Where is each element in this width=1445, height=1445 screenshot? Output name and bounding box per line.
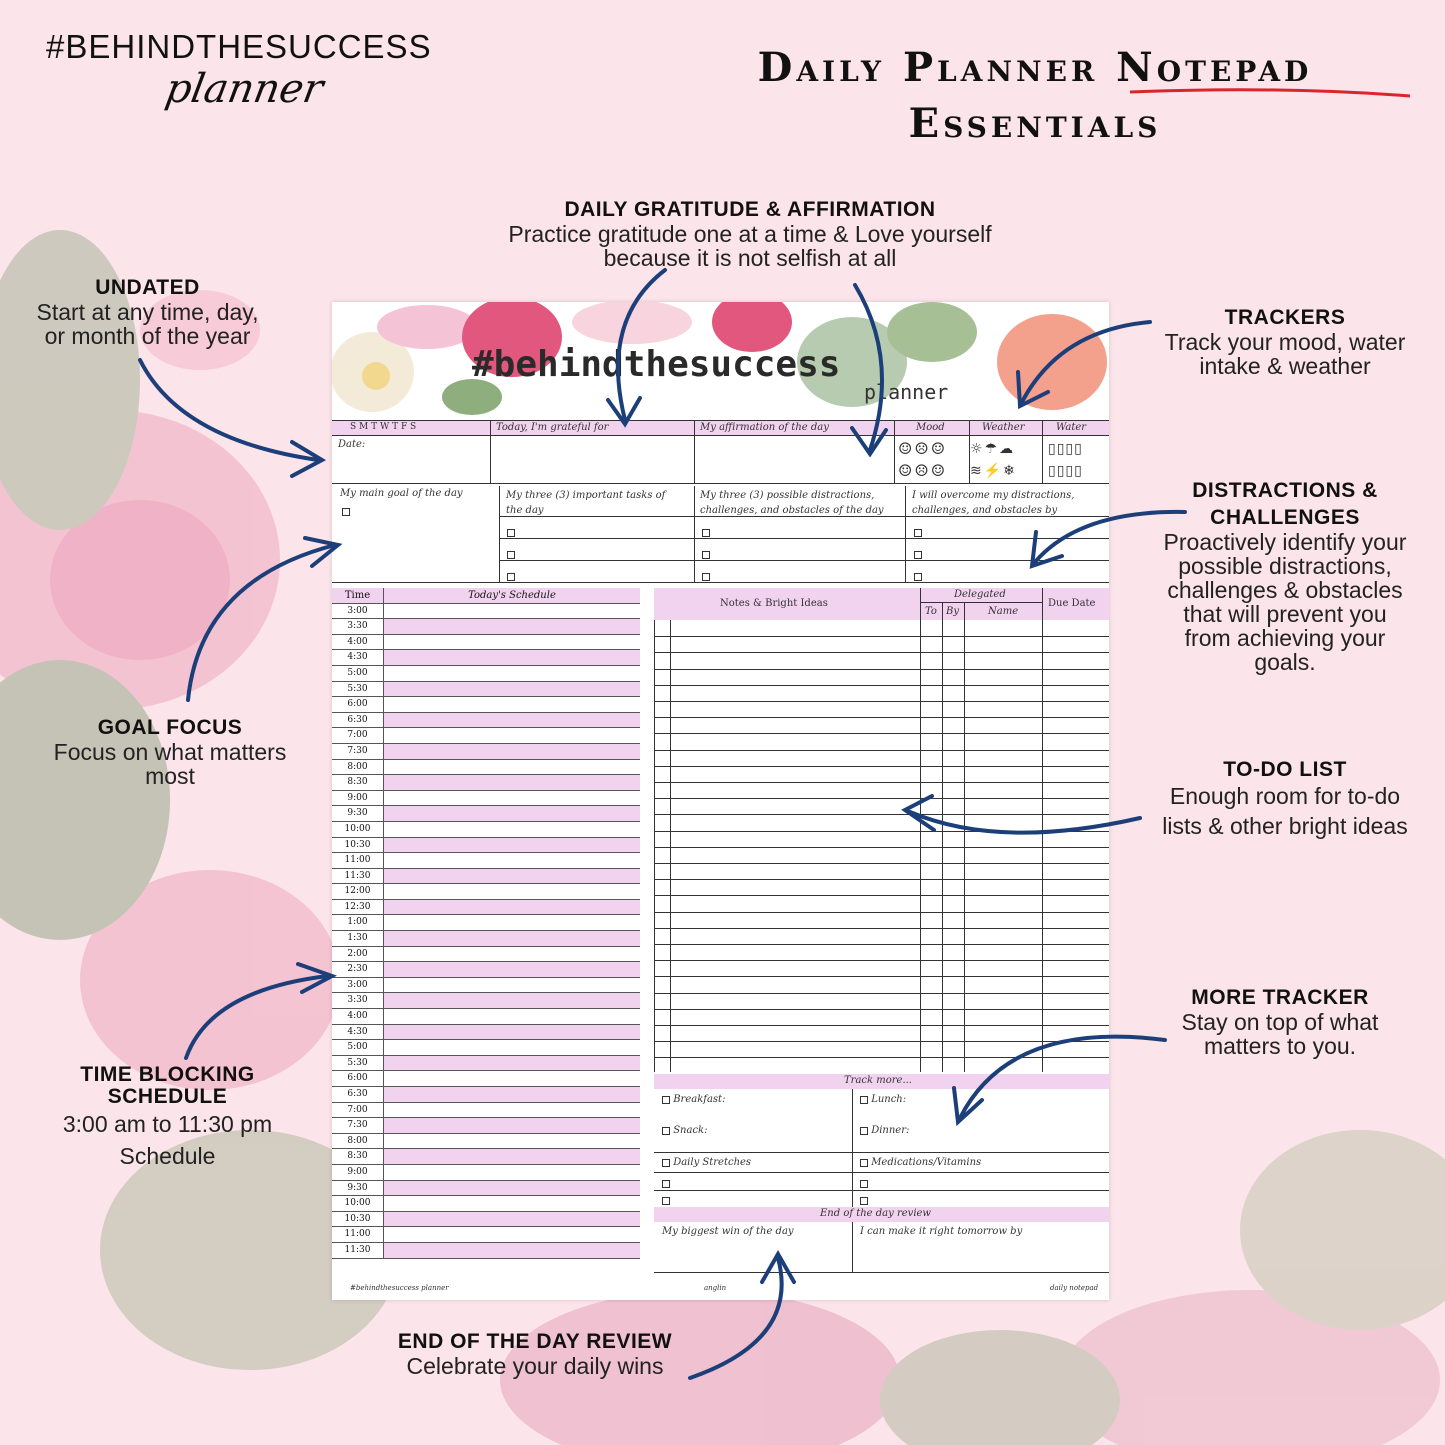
schedule-slot[interactable] <box>384 1087 640 1102</box>
schedule-slot[interactable] <box>384 822 640 837</box>
schedule-row[interactable] <box>332 775 640 791</box>
callout-text: Proactively identify your <box>1163 529 1407 555</box>
schedule-time: 11:30 <box>332 869 384 884</box>
schedule-time: 3:30 <box>332 993 384 1008</box>
notes-line <box>655 944 1109 945</box>
schedule-time: 1:30 <box>332 931 384 946</box>
goal-checkbox[interactable] <box>342 506 350 517</box>
callout-text: Schedule <box>119 1143 216 1169</box>
schedule-time: 1:00 <box>332 915 384 930</box>
notes-line <box>655 652 1109 653</box>
schedule-time: 5:00 <box>332 1040 384 1055</box>
notes-line <box>655 1041 1109 1042</box>
days-of-week: S M T W T F S <box>350 422 417 432</box>
notes-line <box>655 717 1109 718</box>
notes-line <box>655 733 1109 734</box>
schedule-time: 3:00 <box>332 978 384 993</box>
callout-heading: TIME BLOCKING <box>80 1063 255 1086</box>
schedule-row[interactable] <box>332 1227 640 1243</box>
schedule-time: 10:30 <box>332 838 384 853</box>
notes-line <box>655 960 1109 961</box>
schedule-slot[interactable] <box>384 884 640 899</box>
callout-text: Enough room for to-do <box>1169 783 1401 809</box>
schedule-time: 2:30 <box>332 962 384 977</box>
notes-line <box>655 766 1109 767</box>
callout-text: Celebrate your daily wins <box>406 1353 664 1379</box>
callout-text: Start at any time, day, <box>36 299 259 325</box>
schedule-row[interactable] <box>332 884 640 900</box>
distraction-checkboxes[interactable] <box>702 522 710 588</box>
by-label: By <box>946 606 959 617</box>
schedule-slot[interactable] <box>384 931 640 946</box>
callout-heading: SCHEDULE <box>107 1085 228 1108</box>
schedule-row[interactable] <box>332 1056 640 1072</box>
schedule-row[interactable] <box>332 931 640 947</box>
schedule-slot[interactable] <box>384 619 640 634</box>
callout-distractions <box>1145 476 1425 674</box>
callout-text: intake & weather <box>1199 353 1371 379</box>
mood-label: Mood <box>916 422 945 433</box>
callout-heading: TO-DO LIST <box>1223 758 1347 781</box>
callout-text: or month of the year <box>44 323 251 349</box>
schedule-row[interactable] <box>332 1196 640 1212</box>
schedule-slot[interactable] <box>384 1134 640 1149</box>
extra-checkboxes-right[interactable] <box>860 1175 868 1209</box>
schedule-row[interactable] <box>332 900 640 916</box>
notes-line <box>655 685 1109 686</box>
overcome-label: I will overcome my distractions, challenges, and obstacles by <box>912 490 1075 516</box>
callout-text: Practice gratitude one at a time & Love yourself <box>508 221 992 247</box>
footer-mid: anglin <box>704 1284 727 1292</box>
schedule-slot[interactable] <box>384 682 640 697</box>
schedule-slot[interactable] <box>384 1118 640 1133</box>
schedule-slot[interactable] <box>384 760 640 775</box>
schedule-slot[interactable] <box>384 838 640 853</box>
schedule-slot[interactable] <box>384 650 640 665</box>
schedule-time: 5:30 <box>332 682 384 697</box>
callout-trackers <box>1150 306 1420 378</box>
weather-icons: ☼☂☁ ≋⚡❄ <box>970 441 1017 479</box>
track-more-label: Track more... <box>844 1075 912 1086</box>
schedule-time: 9:00 <box>332 1165 384 1180</box>
lunch-item[interactable]: Lunch: <box>860 1094 906 1105</box>
schedule-row[interactable] <box>332 1181 640 1197</box>
schedule-time: 6:30 <box>332 1087 384 1102</box>
schedule-row[interactable] <box>332 978 640 994</box>
callout-heading: DISTRACTIONS & <box>1192 479 1378 502</box>
schedule-slot[interactable] <box>384 697 640 712</box>
notes-line <box>655 1009 1109 1010</box>
notes-line <box>655 750 1109 751</box>
schedule-row[interactable] <box>332 713 640 729</box>
schedule-time: 3:00 <box>332 604 384 619</box>
schedule-row[interactable] <box>332 1118 640 1134</box>
schedule-time: 9:30 <box>332 806 384 821</box>
notes-line <box>655 636 1109 637</box>
callout-heading: TRACKERS <box>1224 306 1346 329</box>
callout-heading: CHALLENGES <box>1210 506 1360 529</box>
schedule-time: 4:30 <box>332 650 384 665</box>
callout-text: Stay on top of what <box>1181 1009 1379 1035</box>
schedule-row[interactable] <box>332 666 640 682</box>
water-label: Water <box>1056 422 1087 433</box>
schedule-time: 10:00 <box>332 822 384 837</box>
schedule-time: 4:00 <box>332 1009 384 1024</box>
schedule-row[interactable] <box>332 915 640 931</box>
schedule-time: 10:00 <box>332 1196 384 1211</box>
schedule-row[interactable] <box>332 806 640 822</box>
schedule-time: 2:00 <box>332 947 384 962</box>
schedule-slot[interactable] <box>384 1025 640 1040</box>
schedule-row[interactable] <box>332 1149 640 1165</box>
schedule-time: 11:00 <box>332 853 384 868</box>
footer-left: #behindthesuccess planner <box>350 1284 449 1292</box>
schedule-time: 3:30 <box>332 619 384 634</box>
schedule-title: Today's Schedule <box>468 590 556 601</box>
callout-time-blocking <box>25 1064 310 1172</box>
weather-label: Weather <box>982 422 1025 433</box>
notes-lines[interactable] <box>654 620 1109 1072</box>
schedule-time: 7:30 <box>332 1118 384 1133</box>
schedule-slot[interactable] <box>384 791 640 806</box>
notes-line <box>655 701 1109 702</box>
schedule-time: 11:30 <box>332 1243 384 1258</box>
callout-text: lists & other bright ideas <box>1162 813 1408 839</box>
callout-goal <box>30 716 310 788</box>
schedule-row[interactable] <box>332 604 640 620</box>
schedule-row[interactable] <box>332 697 640 713</box>
schedule-slot[interactable] <box>384 853 640 868</box>
grateful-label: Today, I'm grateful for <box>496 422 609 433</box>
notes-line <box>655 798 1109 799</box>
overcome-checkboxes[interactable] <box>914 522 922 588</box>
schedule-slot[interactable] <box>384 947 640 962</box>
schedule-time: 7:00 <box>332 728 384 743</box>
schedule-time: 6:30 <box>332 713 384 728</box>
footer-right: daily notepad <box>1050 1284 1099 1292</box>
schedule-row[interactable] <box>332 619 640 635</box>
schedule-time: 8:00 <box>332 1134 384 1149</box>
callout-text: possible distractions, <box>1178 553 1392 579</box>
dinner-item[interactable]: Dinner: <box>860 1125 909 1136</box>
callout-text: challenges & obstacles <box>1167 577 1403 603</box>
planner-banner <box>332 302 1109 420</box>
callout-heading: MORE TRACKER <box>1191 986 1369 1009</box>
schedule-time: 8:00 <box>332 760 384 775</box>
schedule-slot[interactable] <box>384 1040 640 1055</box>
schedule-time: 11:00 <box>332 1227 384 1242</box>
notes-line <box>655 879 1109 880</box>
page-title <box>640 40 1430 152</box>
schedule-row[interactable] <box>332 993 640 1009</box>
schedule-slot[interactable] <box>384 962 640 977</box>
schedule-slot[interactable] <box>384 1056 640 1071</box>
due-date-label: Due Date <box>1048 598 1096 609</box>
schedule-time: 10:30 <box>332 1212 384 1227</box>
schedule-row[interactable] <box>332 791 640 807</box>
callout-text: Track your mood, water <box>1164 329 1406 355</box>
schedule-time: 6:00 <box>332 697 384 712</box>
snack-item[interactable]: Snack: <box>662 1125 707 1136</box>
schedule-row[interactable] <box>332 760 640 776</box>
schedule-slot[interactable] <box>384 1103 640 1118</box>
water-bottles-icon: ▯▯▯▯ ▯▯▯▯ <box>1048 441 1083 479</box>
schedule-slot[interactable] <box>384 806 640 821</box>
banner-subtitle: planner <box>864 380 949 404</box>
schedule-slot[interactable] <box>384 869 640 884</box>
callout-text: 3:00 am to 11:30 pm <box>62 1111 273 1137</box>
notes-line <box>655 669 1109 670</box>
schedule-row[interactable] <box>332 838 640 854</box>
callout-text: that will prevent you <box>1183 601 1387 627</box>
task-checkboxes[interactable] <box>507 522 515 588</box>
affirmation-label: My affirmation of the day <box>700 422 829 433</box>
schedule-row[interactable] <box>332 650 640 666</box>
schedule-row[interactable] <box>332 682 640 698</box>
tasks-label: My three (3) important tasks of the day <box>506 490 666 516</box>
schedule-time: 4:30 <box>332 1025 384 1040</box>
callout-text: matters to you. <box>1203 1033 1357 1059</box>
schedule-row[interactable] <box>332 1087 640 1103</box>
notes-line <box>655 863 1109 864</box>
callout-gratitude <box>480 198 1020 270</box>
title-line-1: Daily Planner Notepad <box>757 44 1313 91</box>
schedule-time: 8:30 <box>332 775 384 790</box>
schedule-time: 9:00 <box>332 791 384 806</box>
schedule-slot[interactable] <box>384 713 640 728</box>
schedule-time: 9:30 <box>332 1181 384 1196</box>
schedule-row[interactable] <box>332 962 640 978</box>
callout-heading: GOAL FOCUS <box>97 716 243 739</box>
meds-item[interactable]: Medications/Vitamins <box>860 1157 981 1168</box>
schedule-row[interactable] <box>332 1040 640 1056</box>
callout-undated <box>20 276 275 348</box>
schedule-row[interactable] <box>332 1071 640 1087</box>
notes-line <box>655 928 1109 929</box>
notes-line <box>655 895 1109 896</box>
callout-heading: DAILY GRATITUDE & AFFIRMATION <box>564 198 936 221</box>
name-label: Name <box>988 606 1019 617</box>
tomorrow-label: I can make it right tomorrow by <box>860 1226 1023 1237</box>
schedule-time: 8:30 <box>332 1149 384 1164</box>
review-title: End of the day review <box>820 1208 931 1219</box>
schedule-row[interactable] <box>332 1103 640 1119</box>
stretches-item[interactable]: Daily Stretches <box>662 1157 751 1168</box>
extra-checkboxes-left[interactable] <box>662 1175 670 1209</box>
callout-text: from achieving your <box>1184 625 1386 651</box>
callout-text: goals. <box>1254 649 1316 675</box>
schedule-slot[interactable] <box>384 744 640 759</box>
mood-faces-icon: ☺☹☺ ☺☹☺ <box>898 439 948 480</box>
date-label: Date: <box>338 439 366 450</box>
notes-line <box>655 993 1109 994</box>
notes-line <box>655 847 1109 848</box>
schedule-row[interactable] <box>332 853 640 869</box>
schedule-header <box>332 588 640 604</box>
callout-heading: END OF THE DAY REVIEW <box>397 1330 673 1353</box>
schedule-time: 5:30 <box>332 1056 384 1071</box>
schedule-row[interactable] <box>332 635 640 651</box>
schedule-slot[interactable] <box>384 1009 640 1024</box>
to-label: To <box>925 606 937 617</box>
banner-title: #behindthesuccess <box>472 344 841 385</box>
schedule-slot[interactable] <box>384 775 640 790</box>
schedule-table <box>332 588 640 1259</box>
brand-top: #BEHINDTHESUCCESS <box>46 28 432 65</box>
main-goal-label: My main goal of the day <box>340 488 463 499</box>
time-header: Time <box>332 588 384 603</box>
schedule-time: 7:00 <box>332 1103 384 1118</box>
schedule-slot[interactable] <box>384 1071 640 1086</box>
schedule-time: 12:00 <box>332 884 384 899</box>
schedule-time: 7:30 <box>332 744 384 759</box>
callout-text: Focus on what matters <box>53 739 287 765</box>
callout-heading: UNDATED <box>95 276 200 299</box>
schedule-slot[interactable] <box>384 1181 640 1196</box>
notes-line <box>655 782 1109 783</box>
schedule-row[interactable] <box>332 744 640 760</box>
schedule-row[interactable] <box>332 1165 640 1181</box>
brand-logo <box>46 28 432 148</box>
schedule-slot[interactable] <box>384 666 640 681</box>
schedule-row[interactable] <box>332 947 640 963</box>
schedule-slot[interactable] <box>384 993 640 1008</box>
callout-text: most <box>145 763 195 789</box>
schedule-row[interactable] <box>332 1134 640 1150</box>
notes-line <box>655 1057 1109 1058</box>
delegated-label: Delegated <box>954 589 1006 600</box>
schedule-row[interactable] <box>332 822 640 838</box>
schedule-slot[interactable] <box>384 1212 640 1227</box>
schedule-row[interactable] <box>332 728 640 744</box>
schedule-time: 5:00 <box>332 666 384 681</box>
callout-todo <box>1140 758 1430 842</box>
schedule-slot[interactable] <box>384 915 640 930</box>
schedule-slot[interactable] <box>384 1243 640 1258</box>
schedule-row[interactable] <box>332 869 640 885</box>
schedule-slot[interactable] <box>384 1196 640 1211</box>
schedule-slot[interactable] <box>384 1165 640 1180</box>
notes-title: Notes & Bright Ideas <box>720 598 828 609</box>
schedule-slot[interactable] <box>384 1227 640 1242</box>
schedule-slot[interactable] <box>384 978 640 993</box>
schedule-slot[interactable] <box>384 728 640 743</box>
biggest-win-label: My biggest win of the day <box>662 1226 794 1237</box>
notes-line <box>655 912 1109 913</box>
schedule-slot[interactable] <box>384 900 640 915</box>
schedule-slot[interactable] <box>384 1149 640 1164</box>
callout-text: because it is not selfish at all <box>603 245 897 271</box>
schedule-time: 4:00 <box>332 635 384 650</box>
schedule-time: 6:00 <box>332 1071 384 1086</box>
schedule-row[interactable] <box>332 1025 640 1041</box>
callout-review <box>370 1330 700 1378</box>
distractions-label: My three (3) possible distractions, challenges, and obstacles of the day <box>700 490 884 516</box>
schedule-row[interactable] <box>332 1243 640 1259</box>
title-line-2: Essentials <box>908 100 1162 147</box>
schedule-slot[interactable] <box>384 604 640 619</box>
planner-page <box>332 302 1109 1300</box>
notes-line <box>655 831 1109 832</box>
breakfast-item[interactable]: Breakfast: <box>662 1094 725 1105</box>
notes-line <box>655 976 1109 977</box>
schedule-slot[interactable] <box>384 635 640 650</box>
schedule-time: 12:30 <box>332 900 384 915</box>
brand-script: planner <box>161 66 327 112</box>
schedule-row[interactable] <box>332 1212 640 1228</box>
callout-more-tracker <box>1140 986 1420 1058</box>
notes-line <box>655 1025 1109 1026</box>
notes-line <box>655 814 1109 815</box>
schedule-row[interactable] <box>332 1009 640 1025</box>
